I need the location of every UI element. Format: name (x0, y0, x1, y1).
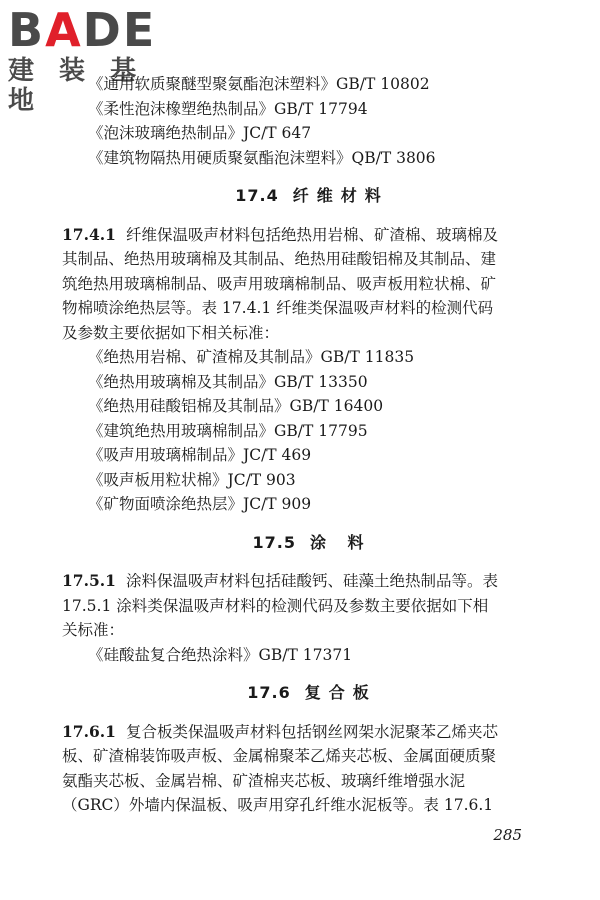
reference-item: 《绝热用硅酸铝棉及其制品》GB/T 16400 (88, 397, 384, 415)
reference-item: 《通用软质聚醚型聚氨酯泡沫塑料》GB/T 10802 (88, 75, 430, 93)
reference-item: 《建筑绝热用玻璃棉制品》GB/T 17795 (88, 421, 368, 440)
section-heading-17-6: 17.6 复合板 (247, 683, 377, 702)
clause-17-5-1: 17.5.1 涂料保温吸声材料包括硅酸钙、硅藻土绝热制品等。表 17.5.1 涂料类保温吸声材料的检测代码及参数主要依据如下相 关标准： (62, 571, 498, 639)
logo-wordmark: BADE (8, 3, 157, 57)
clause-17-6-1: 17.6.1 复合板类保温吸声材料包括钢丝网架水泥聚苯乙烯夹芯 板、矿渣棉装饰吸声板、金属棉聚苯乙烯夹芯板、金属面硬质聚 氨酯夹芯板、金属岩棉、矿渣棉夹芯板、玻璃纤维增强水泥 （GRC）外墙内保温板、吸声用穿孔纤维水泥板等。表 17.6.1 (62, 721, 498, 814)
clause-number: 17.4.1 (62, 224, 116, 244)
reference-item: 《绝热用玻璃棉及其制品》GB/T 13350 (88, 372, 368, 391)
clause-17-4-1: 17.4.1 纤维保温吸声材料包括绝热用岩棉、矿渣棉、玻璃棉及 其制品、绝热用玻璃棉及其制品、绝热用硅酸铝棉及其制品、建 筑绝热用玻璃棉制品、吸声用玻璃棉制品、吸声板用粒状棉、矿 物棉喷涂绝热层等。表 17.4.1 纤维类保温吸声材料的检测代码 及参数主要依据如下相关标准： (62, 224, 498, 342)
reference-list-17-5 (62, 643, 562, 668)
clause-number: 17.5.1 (62, 571, 116, 590)
reference-item: 《矿物面喷涂绝热层》JC/T 909 (88, 495, 312, 513)
clause-number: 17.6.1 (62, 721, 116, 741)
reference-list-top (62, 72, 562, 170)
logo-subtitle: 建 装 基 地 (8, 56, 145, 116)
section-heading-17-4: 17.4 纤维材料 (235, 186, 389, 205)
reference-item: 《柔性泡沫橡塑绝热制品》GB/T 17794 (88, 99, 368, 118)
page-number: 285 (493, 826, 522, 844)
reference-item: 《建筑物隔热用硬质聚氨酯泡沫塑料》QB/T 3806 (88, 148, 436, 167)
section-heading-17-5: 17.5 涂 料 (252, 532, 372, 552)
reference-item: 《吸声板用粒状棉》JC/T 903 (88, 470, 296, 489)
reference-item: 《泡沫玻璃绝热制品》JC/T 647 (88, 124, 312, 142)
page-body (62, 72, 562, 818)
reference-item: 《绝热用岩棉、矿渣棉及其制品》GB/T 11835 (88, 348, 415, 366)
reference-item: 《硅酸盐复合绝热涂料》GB/T 17371 (88, 645, 353, 664)
reference-item: 《吸声用玻璃棉制品》JC/T 469 (88, 446, 312, 464)
reference-list-17-4 (62, 345, 562, 517)
